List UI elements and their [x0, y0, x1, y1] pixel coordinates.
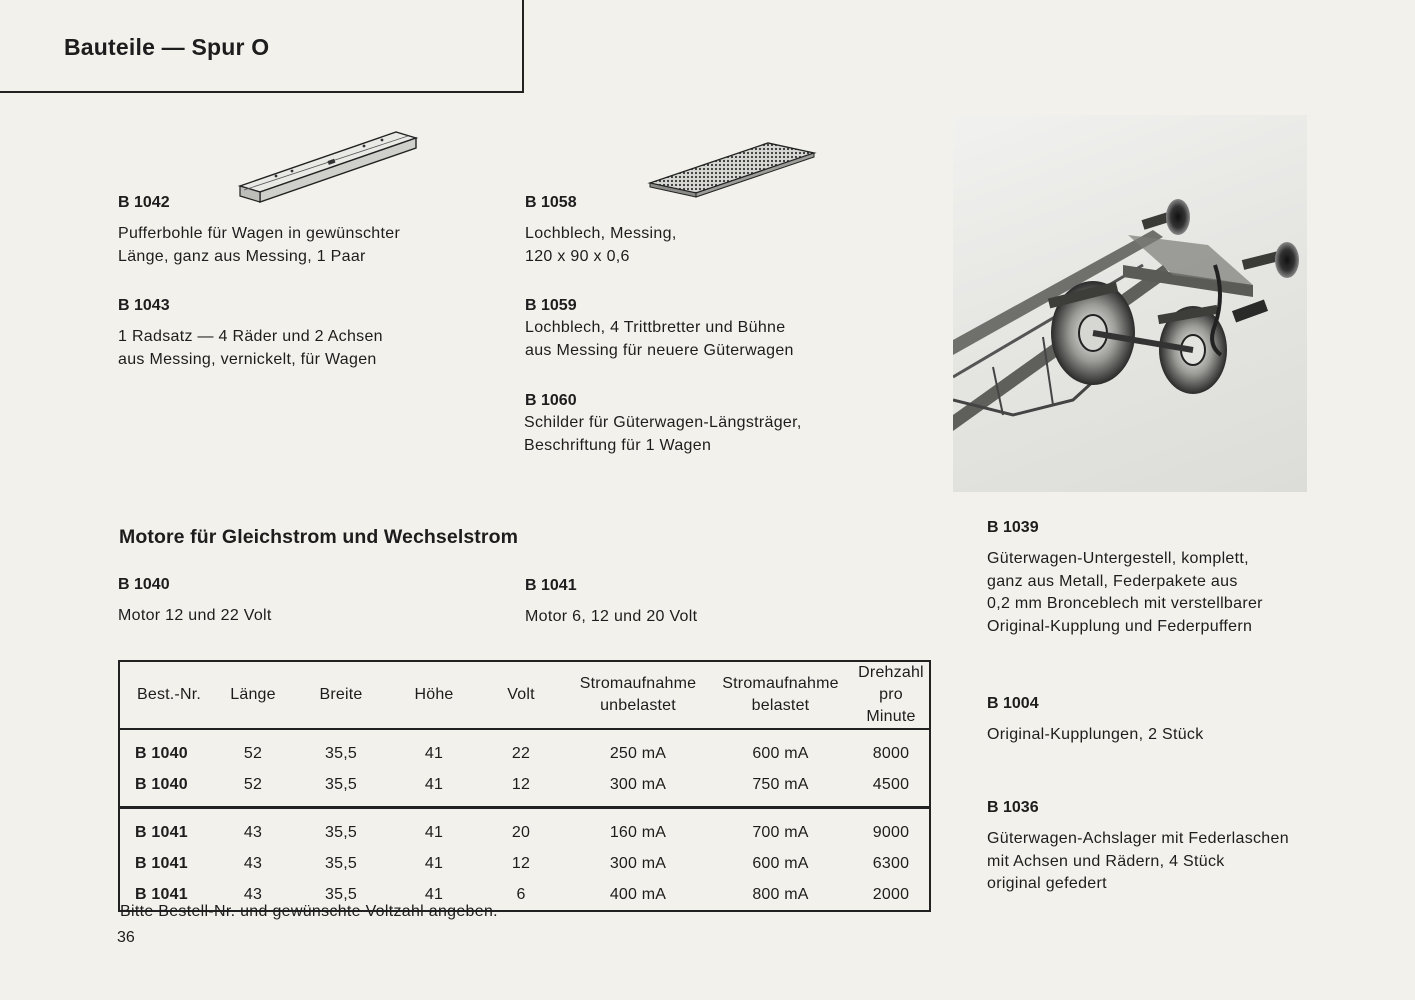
- product-desc-b1058: Lochblech, Messing, 120 x 90 x 0,6: [525, 225, 677, 265]
- cell-best-nr: B 1041: [135, 823, 188, 841]
- underframe-photo-drawing: [953, 115, 1307, 492]
- cell-breite: 35,5: [325, 854, 357, 872]
- cell-best-nr: B 1040: [135, 744, 188, 762]
- motor-code-b1041: B 1041: [525, 577, 577, 594]
- product-desc-b1036: Güterwagen-Achslager mit Federlaschen mit Achsen und Rädern, 4 Stück original gefedert: [987, 830, 1289, 892]
- product-desc-b1060: Schilder für Güterwagen-Längsträger, Beschriftung für 1 Wagen: [524, 414, 802, 454]
- order-footnote: Bitte Bestell-Nr. und gewünschte Voltzahl angeben.: [120, 903, 498, 920]
- cell-hoehe: 41: [394, 769, 474, 808]
- col-header-strom-belastet: Stromaufnahme belastet: [708, 661, 853, 729]
- cell-volt: 6: [516, 885, 526, 903]
- table-row: [119, 848, 930, 879]
- cell-volt: 12: [474, 769, 568, 808]
- product-desc-b1039: Güterwagen-Untergestell, komplett, ganz aus Metall, Federpakete aus 0,2 mm Bronceblech mit verstellbarer Original-Kupplung und Federpuffern: [987, 550, 1263, 635]
- product-desc-b1059: Lochblech, 4 Trittbretter und Bühne aus Messing für neuere Güterwagen: [525, 319, 794, 359]
- perforated-plate-illustration: [646, 139, 820, 199]
- product-code-b1042: B 1042: [118, 194, 170, 211]
- buffer-beam-illustration: [236, 126, 422, 210]
- cell-best-nr: B 1041: [135, 885, 188, 903]
- motor-spec-table: [118, 660, 931, 912]
- product-desc-b1043: 1 Radsatz — 4 Räder und 2 Achsen aus Messing, vernickelt, für Wagen: [118, 328, 383, 368]
- cell-laenge: 52: [218, 769, 288, 808]
- col-header-breite: Breite: [288, 661, 394, 729]
- table-row: [119, 729, 930, 769]
- product-code-b1004: B 1004: [987, 695, 1039, 712]
- cell-strom-unbelastet: 400 mA: [609, 885, 667, 903]
- page-number: 36: [117, 929, 135, 946]
- cell-breite: 35,5: [325, 823, 357, 841]
- col-header-laenge: Länge: [218, 661, 288, 729]
- product-desc-b1042: Pufferbohle für Wagen in gewünschter Länge, ganz aus Messing, 1 Paar: [118, 225, 401, 265]
- col-header-best-nr: Best.-Nr.: [119, 661, 218, 729]
- cell-laenge: 52: [243, 744, 263, 762]
- cell-strom-belastet: 600 mA: [752, 744, 809, 762]
- cell-hoehe: 41: [424, 854, 444, 872]
- cell-strom-belastet: 600 mA: [752, 854, 809, 872]
- cell-strom-unbelastet: 300 mA: [609, 854, 667, 872]
- col-header-volt: Volt: [474, 661, 568, 729]
- cell-drehzahl: 8000: [872, 744, 910, 762]
- cell-strom-belastet: 800 mA: [752, 885, 809, 903]
- cell-drehzahl: 9000: [872, 823, 910, 841]
- product-code-b1039: B 1039: [987, 519, 1039, 536]
- col-header-hoehe: Höhe: [394, 661, 474, 729]
- cell-best-nr: B 1041: [135, 854, 188, 872]
- cell-breite: 35,5: [325, 744, 357, 762]
- cell-laenge: 43: [243, 854, 263, 872]
- cell-hoehe: 41: [424, 744, 444, 762]
- col-header-strom-unbelastet: Stromaufnahme unbelastet: [568, 661, 708, 729]
- cell-strom-unbelastet: 160 mA: [609, 823, 667, 841]
- cell-laenge: 43: [243, 885, 263, 903]
- cell-strom-belastet: 700 mA: [752, 823, 809, 841]
- cell-volt: 22: [511, 744, 531, 762]
- cell-drehzahl: 4500: [853, 769, 930, 808]
- table-row: [119, 769, 930, 808]
- cell-drehzahl: 6300: [872, 854, 910, 872]
- cell-volt: 12: [511, 854, 531, 872]
- cell-laenge: 43: [243, 823, 263, 841]
- product-code-b1060: B 1060: [525, 392, 577, 409]
- motor-code-b1040: B 1040: [118, 576, 170, 593]
- cell-best-nr: B 1040: [119, 769, 218, 808]
- cell-strom-unbelastet: 250 mA: [609, 744, 667, 762]
- cell-hoehe: 41: [424, 823, 444, 841]
- motors-section-heading: Motore für Gleichstrom und Wechselstrom: [119, 526, 519, 548]
- table-header-row: [119, 661, 930, 729]
- product-code-b1036: B 1036: [987, 799, 1039, 816]
- cell-hoehe: 41: [424, 885, 444, 903]
- product-code-b1059: B 1059: [525, 297, 577, 314]
- product-desc-b1004: Original-Kupplungen, 2 Stück: [987, 726, 1204, 743]
- motor-desc-b1040: Motor 12 und 22 Volt: [118, 607, 272, 624]
- product-code-b1058: B 1058: [525, 194, 577, 211]
- freight-wagon-underframe-photo: [953, 115, 1307, 492]
- cell-drehzahl: 2000: [872, 885, 910, 903]
- cell-breite: 35,5: [325, 885, 357, 903]
- cell-volt: 20: [511, 823, 531, 841]
- product-code-b1043: B 1043: [118, 297, 170, 314]
- page-title: Bauteile — Spur O: [64, 34, 270, 60]
- table-row: [119, 808, 930, 849]
- cell-strom-unbelastet: 300 mA: [568, 769, 708, 808]
- motor-desc-b1041: Motor 6, 12 und 20 Volt: [525, 608, 698, 625]
- col-header-drehzahl: Drehzahl pro Minute: [853, 661, 930, 729]
- cell-strom-belastet: 750 mA: [708, 769, 853, 808]
- cell-breite: 35,5: [288, 769, 394, 808]
